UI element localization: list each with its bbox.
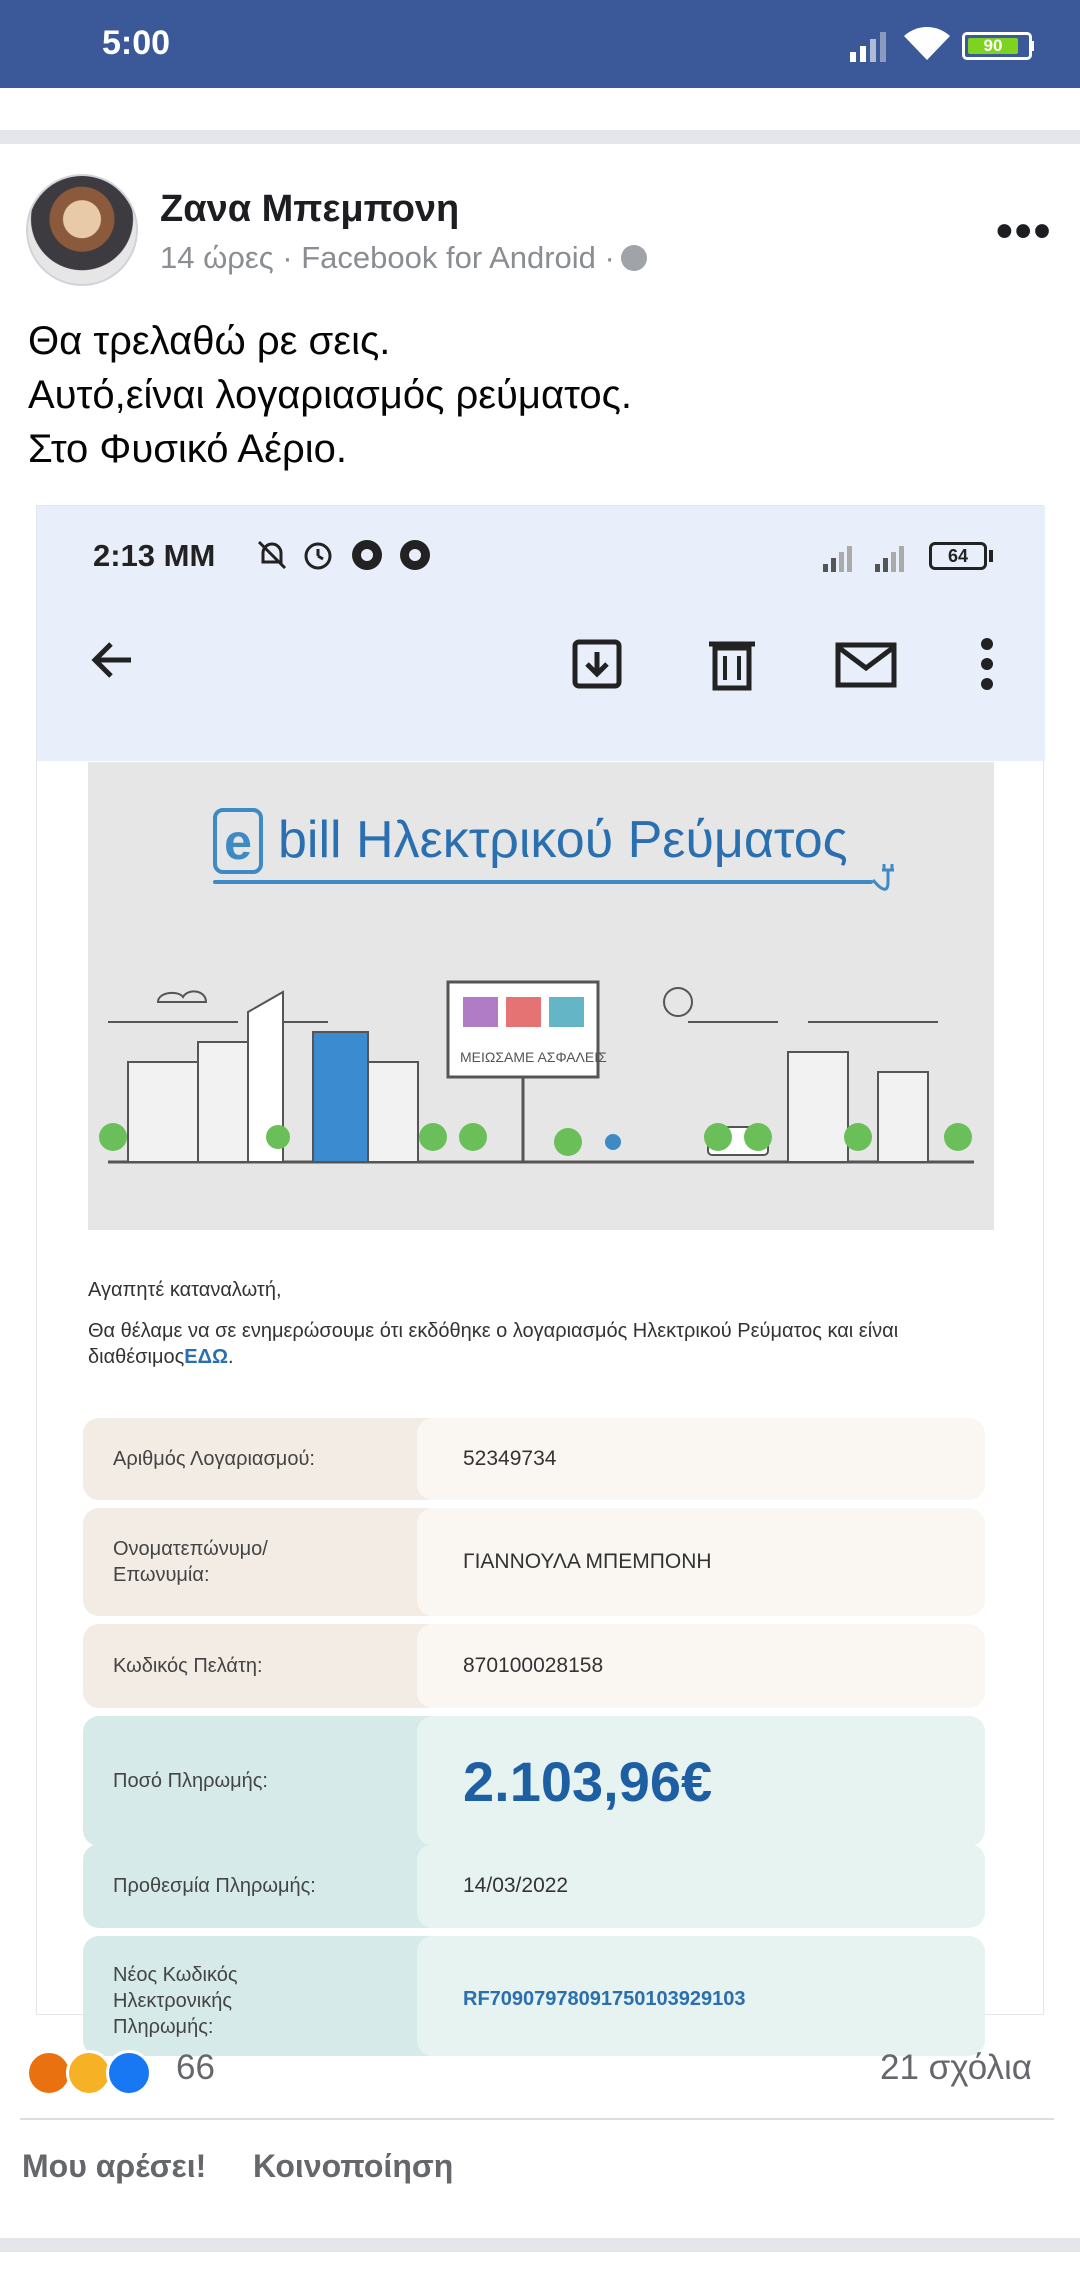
- payment-amount: 2.103,96€: [463, 1749, 713, 1813]
- alarm-icon: [301, 538, 335, 572]
- city-illustration: [88, 962, 994, 1202]
- status-time: 5:00: [102, 24, 171, 62]
- more-options-icon[interactable]: •••: [996, 205, 1053, 258]
- chrome-icon: [350, 538, 384, 572]
- chrome-icon: [398, 538, 432, 572]
- status-bar: [0, 0, 1080, 88]
- billboard-text: ΜΕΙΩΣΑΜΕ ΑΣΦΑΛΕΙΣ: [460, 1049, 607, 1065]
- reaction-count[interactable]: 66: [176, 2048, 215, 2087]
- post-text-line: Στο Φυσικό Αέριο.: [28, 427, 347, 471]
- battery-icon: 64: [929, 542, 987, 570]
- post-image[interactable]: [36, 505, 1044, 2038]
- ebill-logo-e: e: [213, 808, 263, 874]
- back-arrow-icon[interactable]: [87, 634, 139, 686]
- divider: [20, 2118, 1054, 2120]
- mail-icon[interactable]: [835, 642, 897, 688]
- row-label: Νέος Κωδικός Ηλεκτρονικής Πληρωμής:: [83, 1936, 445, 2056]
- row-value: ΓΙΑΝΝΟΥΛΑ ΜΠΕΜΠΟΝΗ: [417, 1508, 985, 1616]
- wifi-icon: [902, 26, 952, 62]
- post-text-line: Αυτό,είναι λογαριασμός ρεύματος.: [28, 373, 632, 417]
- battery-level: 90: [968, 38, 1018, 54]
- feed-separator: [0, 130, 1080, 144]
- battery-icon: [962, 32, 1032, 60]
- ebill-banner: [88, 762, 994, 1230]
- email-app-bar: [37, 506, 1045, 761]
- payment-amount-cell: [417, 1716, 985, 1846]
- reaction-icons[interactable]: [26, 2048, 166, 2098]
- payment-code-cell: [417, 1936, 985, 2056]
- bill-message-text: Θα θέλαμε να σε ενημερώσουμε ότι εκδόθηκε ο λογαριασμός Ηλεκτρικού Ρεύματος και είναι διαθέσιμος: [88, 1320, 899, 1368]
- post-text: [28, 314, 632, 476]
- row-label: Αριθμός Λογαριασμού:: [83, 1418, 445, 1500]
- greeting: Αγαπητέ καταναλωτή,: [88, 1279, 282, 1301]
- here-link[interactable]: ΕΔΩ: [184, 1346, 228, 1368]
- like-reaction-icon: [106, 2050, 152, 2096]
- row-label: Κωδικός Πελάτη:: [83, 1624, 445, 1708]
- row-label: Ποσό Πληρωμής:: [83, 1716, 445, 1846]
- bill-message: Θα θέλαμε να σε ενημερώσουμε ότι εκδόθηκε ο λογαριασμός Ηλεκτρικού Ρεύματος και είναι διαθέσιμοςΕΔΩ.: [88, 1320, 899, 1368]
- post-text-line: Θα τρελαθώ ρε σεις.: [28, 319, 391, 363]
- row-label: Προθεσμία Πληρωμής:: [83, 1844, 445, 1928]
- like-button[interactable]: Μου αρέσει!: [22, 2148, 207, 2184]
- archive-icon[interactable]: [569, 636, 625, 692]
- comments-count[interactable]: 21 σχόλια: [880, 2048, 1032, 2087]
- row-value: 52349734: [417, 1418, 985, 1500]
- feed-separator: [0, 2238, 1080, 2252]
- mute-bell-icon: [255, 538, 289, 572]
- logo-underline: [213, 880, 873, 884]
- avatar[interactable]: [26, 174, 138, 286]
- overflow-menu-icon[interactable]: [979, 636, 995, 692]
- payment-code: RF70907978091750103929103: [463, 1988, 746, 2010]
- signal-icon: [821, 544, 861, 572]
- signal-icon: [848, 30, 892, 62]
- row-value: 870100028158: [417, 1624, 985, 1708]
- globe-icon: [621, 245, 647, 271]
- delete-icon[interactable]: [707, 634, 757, 692]
- post-meta: [160, 240, 647, 276]
- plug-icon: [868, 862, 898, 902]
- author-name[interactable]: Ζανα Μπεμπονη: [160, 188, 460, 230]
- row-label: Ονοματεπώνυμο/ Επωνυμία:: [83, 1508, 445, 1616]
- ebill-logo-text: bill Ηλεκτρικού Ρεύματος: [278, 811, 848, 869]
- row-value: 14/03/2022: [417, 1844, 985, 1928]
- signal-icon: [873, 544, 913, 572]
- share-button[interactable]: Κοινοποίηση: [253, 2148, 454, 2184]
- post-meta-text: 14 ώρες · Facebook for Android ·: [160, 240, 615, 275]
- inner-status-time: 2:13 ΜΜ: [93, 538, 216, 573]
